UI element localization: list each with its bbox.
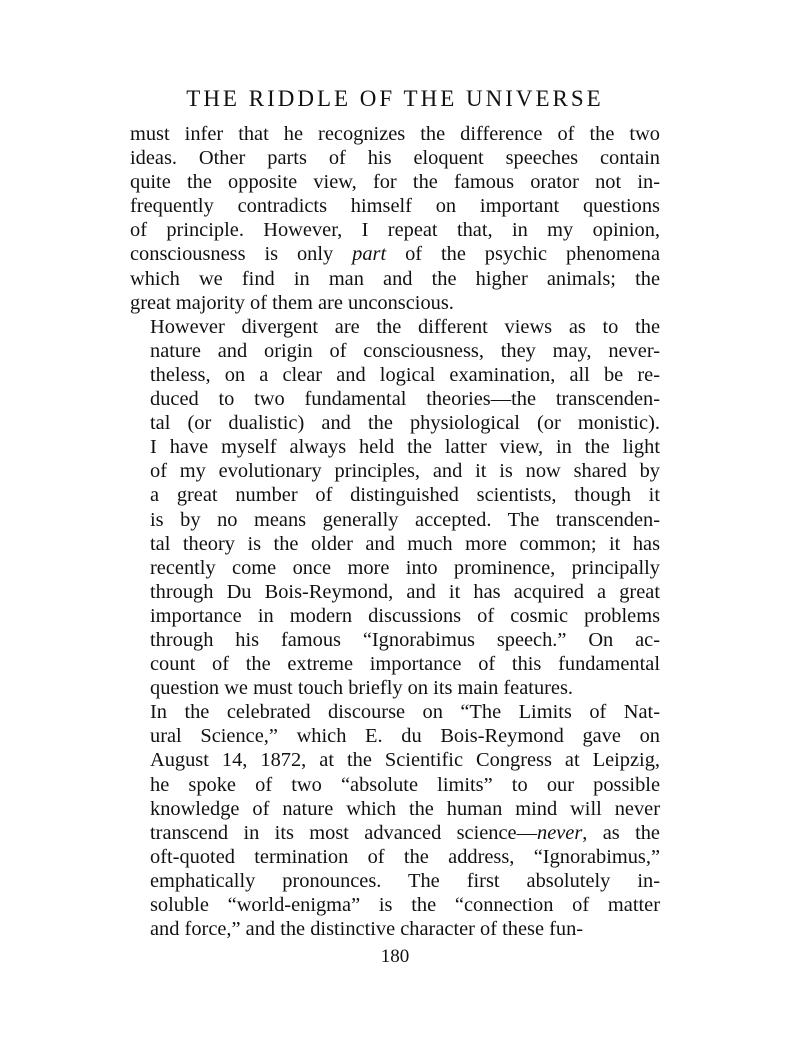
text-segment: great majority of them are unconscious. [130, 291, 454, 314]
text-line [130, 267, 660, 291]
text-segment: of the psychic phenomena [386, 243, 661, 266]
text-line [130, 748, 660, 772]
text-segment: which we find in man and the higher animals; the [130, 267, 660, 290]
text-segment: consciousness is only [130, 243, 353, 266]
text-line [130, 291, 660, 315]
text-line [130, 459, 660, 483]
paragraph [130, 700, 660, 941]
text-segment: knowledge of nature which the human mind will never [150, 797, 660, 820]
text-line [130, 628, 660, 652]
paragraph [130, 122, 660, 315]
text-segment: of principle. However, I repeat that, in my opinion, [130, 219, 660, 242]
text-segment: emphatically pronounces. The first absolutely in- [150, 869, 660, 892]
book-page [130, 84, 660, 969]
text-line [130, 242, 660, 266]
text-segment: I have myself always held the latter view, in the light [150, 436, 660, 459]
text-segment: through his famous “Ignorabimus speech.” On ac- [150, 628, 660, 651]
text-line [130, 532, 660, 556]
text-segment: tal (or dualistic) and the physiological (or monistic). [150, 412, 660, 435]
text-line [130, 363, 660, 387]
text-line [130, 821, 660, 845]
text-line [130, 483, 660, 507]
text-line [130, 387, 660, 411]
text-segment: is by no means generally accepted. The transcenden- [150, 508, 660, 531]
running-head: THE RIDDLE OF THE UNIVERSE [186, 86, 604, 111]
text-segment: nature and origin of consciousness, they may, never- [150, 339, 660, 362]
text-segment: of my evolutionary principles, and it is now shared by [150, 460, 660, 483]
text-segment: ural Science,” which E. du Bois-Reymond gave on [150, 725, 660, 748]
text-segment: count of the extreme importance of this fundamental [150, 653, 660, 676]
text-segment: However divergent are the different views as to the [150, 315, 660, 338]
text-line [130, 170, 660, 194]
text-segment: through Du Bois-Reymond, and it has acquired a great [150, 580, 660, 603]
text-segment: frequently contradicts himself on important questions [130, 195, 660, 218]
text-segment: August 14, 1872, at the Scientific Congress at Leipzig, [150, 749, 660, 772]
text-line [130, 869, 660, 893]
text-line [130, 917, 660, 941]
text-segment: importance in modern discussions of cosmic problems [150, 604, 660, 627]
text-segment: soluble “world-enigma” is the “connection of matter [150, 894, 660, 916]
text-line [130, 724, 660, 748]
text-segment: quite the opposite view, for the famous orator not in- [130, 171, 660, 194]
emphasized-word: never [537, 821, 583, 844]
text-segment: he spoke of two “absolute limits” to our possible [150, 773, 660, 796]
text-segment: a great number of distinguished scientists, though it [150, 484, 660, 507]
text-line [130, 556, 660, 580]
text-line [130, 194, 660, 218]
text-line [130, 146, 660, 170]
text-line [130, 315, 660, 339]
text-line [130, 580, 660, 604]
text-segment: recently come once more into prominence, principally [150, 556, 660, 579]
text-line [130, 676, 660, 700]
page-number: 180 [380, 946, 410, 968]
text-line [130, 339, 660, 363]
text-segment: , as the [582, 821, 660, 844]
text-segment: must infer that he recognizes the difference of the two [130, 123, 660, 145]
text-line [130, 893, 660, 917]
text-segment: ideas. Other parts of his eloquent speeches contain [130, 147, 660, 170]
text-line [130, 700, 660, 724]
text-segment: tal theory is the older and much more common; it has [150, 532, 660, 555]
text-line [130, 604, 660, 628]
text-line [130, 797, 660, 821]
paragraph [130, 315, 660, 701]
text-segment: transcend in its most advanced science— [150, 821, 537, 844]
emphasized-word: part [352, 243, 387, 266]
text-line [130, 435, 660, 459]
text-line [130, 773, 660, 797]
text-line [130, 652, 660, 676]
text-line [130, 122, 660, 146]
text-line [130, 218, 660, 242]
text-segment: theless, on a clear and logical examination, all be re- [150, 363, 660, 386]
body-text [130, 122, 660, 941]
text-segment: and force,” and the distinctive character of these fun- [150, 918, 584, 941]
text-segment: duced to two fundamental theories—the transcenden- [150, 388, 660, 411]
text-segment: In the celebrated discourse on “The Limits of Nat- [150, 701, 660, 724]
text-line [130, 845, 660, 869]
text-segment: oft-quoted termination of the address, “Ignorabimus,” [150, 845, 660, 868]
text-line [130, 508, 660, 532]
text-line [130, 411, 660, 435]
text-segment: question we must touch briefly on its main features. [150, 677, 574, 700]
